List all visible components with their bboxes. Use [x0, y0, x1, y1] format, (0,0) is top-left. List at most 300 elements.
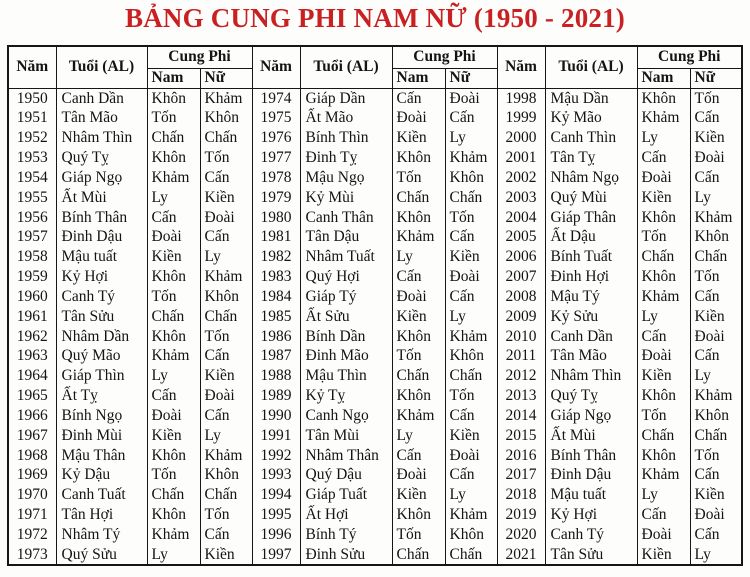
year-cell: 1971 — [8, 505, 56, 525]
nam-cell: Chấn — [147, 485, 200, 505]
nu-cell: Đoài — [445, 267, 497, 287]
year-cell: 2017 — [497, 465, 545, 485]
table-row — [8, 148, 742, 168]
tuoi-cell: Ất Mùi — [545, 426, 637, 446]
nam-cell: Khôn — [637, 207, 690, 227]
nam-cell: Khảm — [637, 287, 690, 307]
year-cell: 1965 — [8, 386, 56, 406]
nu-cell: Ly — [200, 426, 252, 446]
tuoi-cell: Mậu tuất — [545, 485, 637, 505]
tuoi-cell: Canh Thân — [300, 207, 392, 227]
nu-cell: Kiền — [690, 485, 742, 505]
year-cell: 1979 — [252, 188, 300, 208]
nam-cell: Khôn — [392, 207, 445, 227]
tuoi-cell: Tân Hợi — [56, 505, 147, 525]
year-cell: 1983 — [252, 267, 300, 287]
year-cell: 1969 — [8, 465, 56, 485]
nam-cell: Chấn — [147, 128, 200, 148]
nu-cell: Cấn — [445, 227, 497, 247]
nu-cell: Đoài — [200, 386, 252, 406]
tuoi-cell: Bính Tý — [300, 525, 392, 545]
nam-cell: Khôn — [147, 148, 200, 168]
year-cell: 1997 — [252, 545, 300, 566]
tuoi-cell: Canh Tý — [56, 287, 147, 307]
year-cell: 1955 — [8, 188, 56, 208]
table-row — [8, 426, 742, 446]
nu-cell: Khảm — [445, 148, 497, 168]
nu-cell: Khôn — [200, 108, 252, 128]
year-cell: 1957 — [8, 227, 56, 247]
nu-cell: Khôn — [445, 525, 497, 545]
year-cell: 2009 — [497, 307, 545, 327]
nu-cell: Khảm — [200, 267, 252, 287]
year-cell: 1968 — [8, 445, 56, 465]
tuoi-cell: Canh Ngọ — [300, 406, 392, 426]
table-row — [8, 346, 742, 366]
nam-cell: Chấn — [392, 545, 445, 566]
nu-cell: Cấn — [690, 346, 742, 366]
tuoi-cell: Canh Dần — [56, 88, 147, 108]
nam-cell: Khảm — [147, 168, 200, 188]
age-header: Tuổi (AL) — [56, 46, 147, 88]
year-cell: 2011 — [497, 346, 545, 366]
year-cell: 1967 — [8, 426, 56, 446]
tuoi-cell: Bính Ngọ — [56, 406, 147, 426]
nam-cell: Đoài — [637, 168, 690, 188]
nu-cell: Đoài — [690, 326, 742, 346]
nam-cell: Cấn — [637, 326, 690, 346]
tuoi-cell: Bính Dần — [300, 326, 392, 346]
nam-cell: Cấn — [637, 148, 690, 168]
cung-phi-table — [7, 45, 743, 566]
year-cell: 1961 — [8, 307, 56, 327]
table-row — [8, 88, 742, 108]
nam-cell: Khôn — [147, 88, 200, 108]
nam-cell: Kiền — [637, 188, 690, 208]
nam-cell: Cấn — [392, 88, 445, 108]
tuoi-cell: Đinh Sửu — [300, 545, 392, 566]
nu-cell: Tốn — [200, 148, 252, 168]
year-cell: 2008 — [497, 287, 545, 307]
table-row — [8, 406, 742, 426]
nu-cell: Cấn — [200, 525, 252, 545]
tuoi-cell: Tân Sửu — [545, 545, 637, 566]
tuoi-cell: Kỷ Hợi — [56, 267, 147, 287]
cung-phi-header: Cung Phi — [147, 46, 252, 68]
table-row — [8, 525, 742, 545]
nam-cell: Khôn — [637, 445, 690, 465]
nu-cell: Tốn — [200, 326, 252, 346]
year-header: Năm — [252, 46, 300, 88]
year-cell: 1958 — [8, 247, 56, 267]
table-row — [8, 227, 742, 247]
nu-cell: Khôn — [200, 287, 252, 307]
year-cell: 1977 — [252, 148, 300, 168]
year-cell: 1999 — [497, 108, 545, 128]
nam-header: Nam — [147, 68, 200, 88]
nam-cell: Ly — [147, 545, 200, 566]
tuoi-cell: Nhâm Thìn — [545, 366, 637, 386]
tuoi-cell: Canh Tuất — [56, 485, 147, 505]
nu-cell: Ly — [690, 188, 742, 208]
age-header: Tuổi (AL) — [300, 46, 392, 88]
tuoi-cell: Ất Dậu — [545, 227, 637, 247]
year-cell: 2001 — [497, 148, 545, 168]
tuoi-cell: Tân Mão — [56, 108, 147, 128]
nu-cell: Cấn — [200, 168, 252, 188]
nam-cell: Khôn — [147, 505, 200, 525]
nam-cell: Đoài — [637, 525, 690, 545]
tuoi-cell: Giáp Ngọ — [545, 406, 637, 426]
year-cell: 1978 — [252, 168, 300, 188]
table-row — [8, 326, 742, 346]
year-cell: 1956 — [8, 207, 56, 227]
table-row — [8, 108, 742, 128]
nu-cell: Chấn — [445, 188, 497, 208]
year-cell: 1987 — [252, 346, 300, 366]
year-cell: 2016 — [497, 445, 545, 465]
tuoi-cell: Nhâm Ngọ — [545, 168, 637, 188]
nu-cell: Khảm — [690, 386, 742, 406]
year-cell: 1974 — [252, 88, 300, 108]
year-cell: 2014 — [497, 406, 545, 426]
year-cell: 1990 — [252, 406, 300, 426]
tuoi-cell: Mậu tuất — [56, 247, 147, 267]
year-cell: 2010 — [497, 326, 545, 346]
year-cell: 1991 — [252, 426, 300, 446]
nu-cell: Chấn — [445, 366, 497, 386]
nu-cell: Khảm — [445, 505, 497, 525]
tuoi-cell: Kỷ Mão — [545, 108, 637, 128]
year-cell: 2007 — [497, 267, 545, 287]
nu-cell: Khảm — [200, 88, 252, 108]
nam-cell: Khôn — [392, 326, 445, 346]
nam-cell: Tốn — [637, 227, 690, 247]
cung-phi-header: Cung Phi — [637, 46, 742, 68]
nam-cell: Chấn — [392, 188, 445, 208]
nu-cell: Ly — [445, 485, 497, 505]
nam-cell: Kiền — [147, 247, 200, 267]
nu-cell: Tốn — [690, 88, 742, 108]
year-cell: 1989 — [252, 386, 300, 406]
tuoi-cell: Ất Hợi — [300, 505, 392, 525]
nu-cell: Khảm — [690, 207, 742, 227]
nu-cell: Cấn — [445, 406, 497, 426]
table-row — [8, 545, 742, 566]
year-cell: 2006 — [497, 247, 545, 267]
year-cell: 1959 — [8, 267, 56, 287]
tuoi-cell: Kỷ Dậu — [56, 465, 147, 485]
tuoi-cell: Quý Mùi — [545, 188, 637, 208]
table-row — [8, 505, 742, 525]
year-cell: 1995 — [252, 505, 300, 525]
year-cell: 2002 — [497, 168, 545, 188]
nu-cell: Ly — [445, 307, 497, 327]
year-cell: 2018 — [497, 485, 545, 505]
table-body — [8, 88, 742, 565]
nam-cell: Chấn — [392, 366, 445, 386]
year-cell: 1962 — [8, 326, 56, 346]
year-cell: 1975 — [252, 108, 300, 128]
nu-cell: Kiền — [690, 128, 742, 148]
nu-cell: Đoài — [690, 505, 742, 525]
year-cell: 1950 — [8, 88, 56, 108]
tuoi-cell: Kỷ Mùi — [300, 188, 392, 208]
tuoi-cell: Giáp Thân — [545, 207, 637, 227]
year-cell: 1998 — [497, 88, 545, 108]
year-cell: 1980 — [252, 207, 300, 227]
tuoi-cell: Đinh Dậu — [56, 227, 147, 247]
nu-header: Nữ — [445, 68, 497, 88]
nam-cell: Kiền — [392, 307, 445, 327]
nam-cell: Khảm — [147, 525, 200, 545]
nam-cell: Đoài — [637, 346, 690, 366]
nam-cell: Ly — [637, 128, 690, 148]
nu-cell: Khôn — [200, 465, 252, 485]
tuoi-cell: Nhâm Tý — [56, 525, 147, 545]
tuoi-cell: Quý Tỵ — [545, 386, 637, 406]
nu-cell: Cấn — [690, 465, 742, 485]
year-cell: 2000 — [497, 128, 545, 148]
nam-cell: Ly — [392, 247, 445, 267]
tuoi-cell: Giáp Ngọ — [56, 168, 147, 188]
tuoi-cell: Canh Tý — [545, 525, 637, 545]
nu-cell: Cấn — [690, 108, 742, 128]
nu-cell: Cấn — [200, 346, 252, 366]
nu-cell: Chấn — [200, 128, 252, 148]
nu-cell: Ly — [690, 366, 742, 386]
nam-cell: Tốn — [392, 168, 445, 188]
year-cell: 2013 — [497, 386, 545, 406]
year-cell: 1985 — [252, 307, 300, 327]
nu-cell: Đoài — [690, 148, 742, 168]
tuoi-cell: Bính Thìn — [300, 128, 392, 148]
table-row — [8, 485, 742, 505]
nam-cell: Kiền — [147, 426, 200, 446]
nam-cell: Chấn — [637, 247, 690, 267]
tuoi-cell: Quý Mão — [56, 346, 147, 366]
table-row — [8, 168, 742, 188]
tuoi-cell: Ất Mão — [300, 108, 392, 128]
tuoi-cell: Canh Thìn — [545, 128, 637, 148]
nam-cell: Tốn — [392, 525, 445, 545]
nam-cell: Đoài — [392, 465, 445, 485]
year-cell: 2020 — [497, 525, 545, 545]
nam-cell: Khôn — [147, 445, 200, 465]
nam-header: Nam — [392, 68, 445, 88]
tuoi-cell: Mậu Ngọ — [300, 168, 392, 188]
nu-cell: Cấn — [445, 465, 497, 485]
nam-cell: Chấn — [637, 426, 690, 446]
nu-cell: Kiền — [200, 188, 252, 208]
tuoi-cell: Nhâm Thìn — [56, 128, 147, 148]
year-cell: 2015 — [497, 426, 545, 446]
year-cell: 1970 — [8, 485, 56, 505]
nu-cell: Đoài — [445, 445, 497, 465]
table-row — [8, 247, 742, 267]
nam-cell: Khôn — [392, 148, 445, 168]
table-header — [8, 46, 742, 88]
nu-cell: Cấn — [200, 227, 252, 247]
nu-cell: Cấn — [690, 525, 742, 545]
nam-cell: Kiền — [392, 485, 445, 505]
nam-cell: Khôn — [637, 267, 690, 287]
tuoi-cell: Canh Dần — [545, 326, 637, 346]
year-cell: 1951 — [8, 108, 56, 128]
table-row — [8, 386, 742, 406]
nam-cell: Ly — [147, 188, 200, 208]
nam-cell: Khảm — [392, 406, 445, 426]
nu-cell: Kiền — [200, 366, 252, 386]
tuoi-cell: Tân Sửu — [56, 307, 147, 327]
nam-cell: Kiền — [637, 545, 690, 566]
tuoi-cell: Quý Dậu — [300, 465, 392, 485]
nu-cell: Cấn — [690, 168, 742, 188]
tuoi-cell: Ất Tỵ — [56, 386, 147, 406]
nam-cell: Tốn — [147, 465, 200, 485]
table-row — [8, 128, 742, 148]
tuoi-cell: Nhâm Dần — [56, 326, 147, 346]
nu-cell: Chấn — [690, 426, 742, 446]
nu-cell: Cấn — [690, 287, 742, 307]
table-row — [8, 207, 742, 227]
tuoi-cell: Tân Mão — [545, 346, 637, 366]
nam-cell: Khảm — [147, 346, 200, 366]
tuoi-cell: Kỷ Sửu — [545, 307, 637, 327]
nam-cell: Cấn — [392, 267, 445, 287]
nu-cell: Tốn — [200, 505, 252, 525]
nam-cell: Tốn — [392, 346, 445, 366]
nu-cell: Kiền — [200, 545, 252, 566]
nam-cell: Đoài — [392, 108, 445, 128]
tuoi-cell: Bính Thân — [56, 207, 147, 227]
nu-cell: Cấn — [200, 406, 252, 426]
year-cell: 1982 — [252, 247, 300, 267]
nu-cell: Tốn — [445, 386, 497, 406]
table-row — [8, 465, 742, 485]
year-cell: 1994 — [252, 485, 300, 505]
nam-cell: Kiền — [637, 366, 690, 386]
year-cell: 1988 — [252, 366, 300, 386]
year-cell: 1953 — [8, 148, 56, 168]
tuoi-cell: Mậu Dần — [545, 88, 637, 108]
age-header: Tuổi (AL) — [545, 46, 637, 88]
nam-cell: Cấn — [147, 386, 200, 406]
year-cell: 2003 — [497, 188, 545, 208]
nam-header: Nam — [637, 68, 690, 88]
nam-cell: Tốn — [147, 287, 200, 307]
year-cell: 1966 — [8, 406, 56, 426]
year-cell: 2005 — [497, 227, 545, 247]
nu-cell: Chấn — [200, 485, 252, 505]
tuoi-cell: Đinh Tỵ — [300, 148, 392, 168]
nam-cell: Ly — [637, 307, 690, 327]
tuoi-cell: Mậu Thìn — [300, 366, 392, 386]
table-row — [8, 287, 742, 307]
nam-cell: Khôn — [637, 88, 690, 108]
nu-cell: Tốn — [690, 267, 742, 287]
nam-cell: Khôn — [392, 386, 445, 406]
tuoi-cell: Quý Sửu — [56, 545, 147, 566]
header-row-top — [8, 46, 742, 68]
nu-cell: Khôn — [690, 406, 742, 426]
nu-cell: Chấn — [690, 247, 742, 267]
year-cell: 1963 — [8, 346, 56, 366]
tuoi-cell: Quý Tỵ — [56, 148, 147, 168]
tuoi-cell: Tân Mùi — [300, 426, 392, 446]
nam-cell: Đoài — [392, 287, 445, 307]
nu-cell: Ly — [445, 128, 497, 148]
year-cell: 1984 — [252, 287, 300, 307]
nam-cell: Ly — [147, 366, 200, 386]
nam-cell: Khảm — [637, 108, 690, 128]
nam-cell: Tốn — [147, 108, 200, 128]
nu-cell: Kiền — [445, 247, 497, 267]
nu-cell: Khảm — [445, 326, 497, 346]
nu-cell: Chấn — [445, 545, 497, 566]
tuoi-cell: Mậu Tý — [545, 287, 637, 307]
nu-cell: Kiền — [690, 307, 742, 327]
tuoi-cell: Đinh Mùi — [56, 426, 147, 446]
year-cell: 1960 — [8, 287, 56, 307]
year-cell: 1992 — [252, 445, 300, 465]
tuoi-cell: Giáp Dần — [300, 88, 392, 108]
nam-cell: Khảm — [637, 465, 690, 485]
tuoi-cell: Bính Thân — [545, 445, 637, 465]
nu-cell: Cấn — [445, 287, 497, 307]
nu-cell: Khôn — [690, 227, 742, 247]
year-cell: 1954 — [8, 168, 56, 188]
table-row — [8, 267, 742, 287]
year-cell: 1972 — [8, 525, 56, 545]
nu-cell: Khôn — [445, 168, 497, 188]
nu-cell: Đoài — [200, 207, 252, 227]
nam-cell: Đoài — [147, 227, 200, 247]
nam-cell: Khôn — [147, 267, 200, 287]
nam-cell: Cấn — [637, 505, 690, 525]
table-row — [8, 188, 742, 208]
tuoi-cell: Giáp Thìn — [56, 366, 147, 386]
tuoi-cell: Đinh Hợi — [545, 267, 637, 287]
year-cell: 2021 — [497, 545, 545, 566]
year-cell: 1981 — [252, 227, 300, 247]
nam-cell: Khôn — [637, 386, 690, 406]
tuoi-cell: Tân Dậu — [300, 227, 392, 247]
page-title: BẢNG CUNG PHI NAM NỮ (1950 - 2021) — [125, 3, 625, 33]
tuoi-cell: Tân Tỵ — [545, 148, 637, 168]
nu-cell: Khôn — [445, 346, 497, 366]
nam-cell: Khảm — [392, 227, 445, 247]
year-cell: 2019 — [497, 505, 545, 525]
tuoi-cell: Bính Tuất — [545, 247, 637, 267]
nam-cell: Khôn — [392, 505, 445, 525]
year-cell: 2012 — [497, 366, 545, 386]
tuoi-cell: Giáp Tý — [300, 287, 392, 307]
year-cell: 1976 — [252, 128, 300, 148]
table-row — [8, 307, 742, 327]
table-row — [8, 366, 742, 386]
tuoi-cell: Ất Sửu — [300, 307, 392, 327]
tuoi-cell: Nhâm Tuất — [300, 247, 392, 267]
year-header: Năm — [497, 46, 545, 88]
nam-cell: Khôn — [147, 326, 200, 346]
tuoi-cell: Kỷ Hợi — [545, 505, 637, 525]
tuoi-cell: Giáp Tuất — [300, 485, 392, 505]
tuoi-cell: Kỷ Tỵ — [300, 386, 392, 406]
nam-cell: Tốn — [637, 406, 690, 426]
nu-cell: Ly — [690, 545, 742, 566]
year-cell: 2004 — [497, 207, 545, 227]
